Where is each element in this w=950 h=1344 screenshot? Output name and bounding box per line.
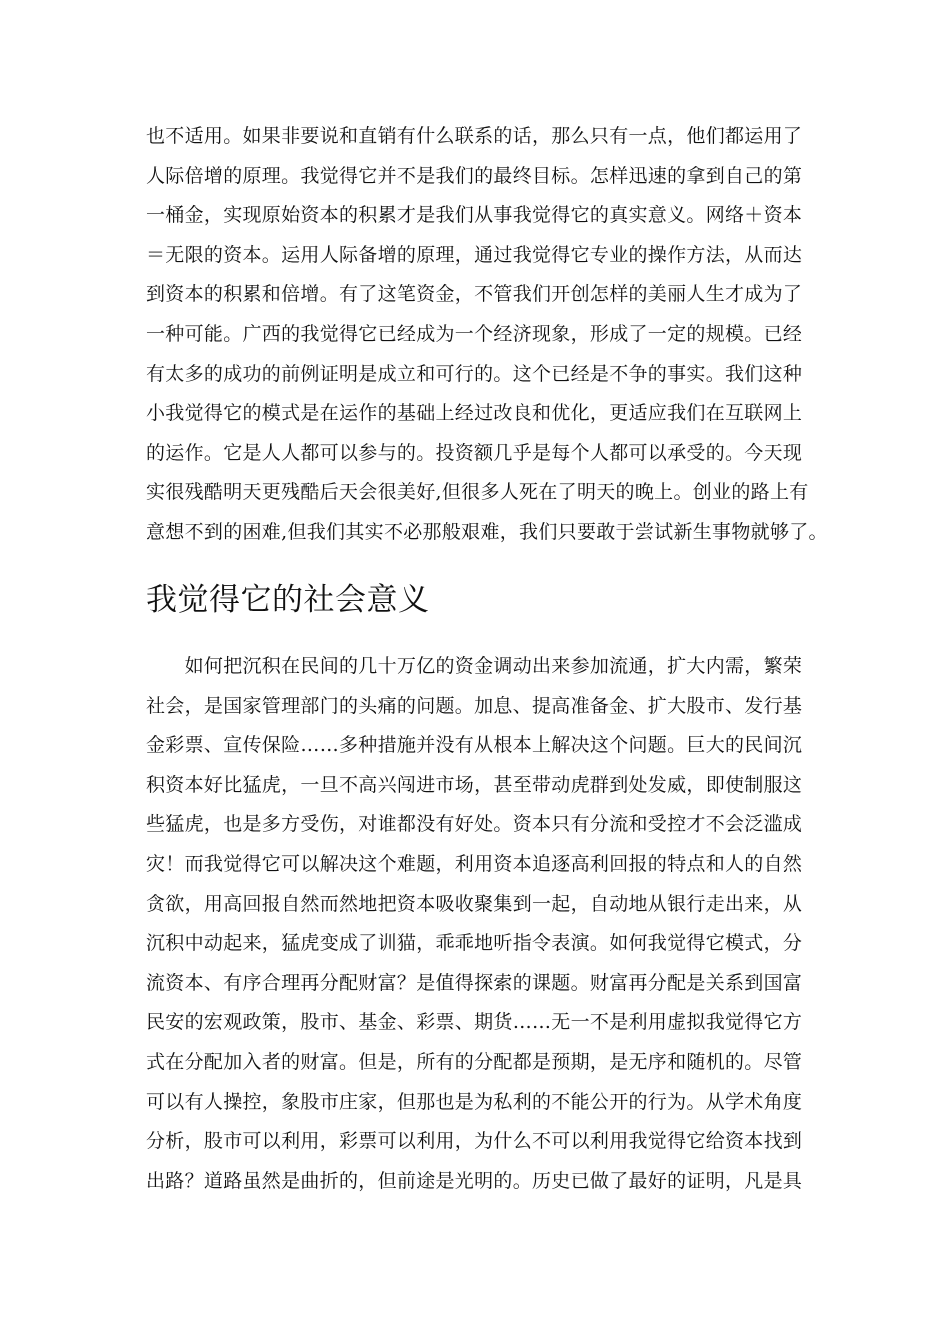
- text-line: 金彩票、宣传保险……多种措施并没有从根本上解决这个问题。巨大的民间沉: [146, 734, 803, 757]
- text-line: 意想不到的困难,但我们其实不必那般艰难，我们只要敢于尝试新生事物就够了。: [146, 520, 828, 543]
- text-line: 人际倍增的原理。我觉得它并不是我们的最终目标。怎样迅速的拿到自己的第: [146, 164, 803, 187]
- text-line: 实很残酷明天更残酷后天会很美好,但很多人死在了明天的晚上。创业的路上有: [146, 481, 809, 504]
- text-line: 分析，股市可以利用，彩票可以利用，为什么不可以利用我觉得它给资本找到: [146, 1130, 803, 1153]
- text-line: 社会，是国家管理部门的头痛的问题。加息、提高准备金、扩大股市、发行基: [146, 694, 803, 717]
- body-paragraph-2: [146, 647, 802, 1201]
- text-line: 小我觉得它的模式是在运作的基础上经过改良和优化，更适应我们在互联网上: [146, 402, 803, 425]
- text-line: 的运作。它是人人都可以参与的。投资额几乎是每个人都可以承受的。今天现: [146, 441, 803, 464]
- text-line: 如何把沉积在民间的几十万亿的资金调动出来参加流通，扩大内需，繁荣: [146, 655, 803, 677]
- text-line: 灾！而我觉得它可以解决这个难题，利用资本追逐高利回报的特点和人的自然: [146, 852, 803, 875]
- text-line: 一种可能。广西的我觉得它已经成为一个经济现象，形成了一定的规模。已经: [146, 322, 803, 345]
- text-line: 些猛虎，也是多方受伤，对谁都没有好处。资本只有分流和受控才不会泛滥成: [146, 813, 803, 836]
- text-line: 流资本、有序合理再分配财富？是值得探索的课题。财富再分配是关系到国富: [146, 971, 803, 994]
- text-line: 一桶金，实现原始资本的积累才是我们从事我觉得它的真实意义。网络＋资本: [146, 204, 803, 227]
- section-heading: 我觉得它的社会意义: [146, 582, 430, 618]
- text-line: 积资本好比猛虎，一旦不高兴闯进市场，甚至带动虎群到处发威，即使制服这: [146, 773, 803, 796]
- text-line: 贪欲，用高回报自然而然地把资本吸收聚集到一起，自动地从银行走出来，从: [146, 892, 803, 915]
- text-line: 到资本的积累和倍增。有了这笔资金，不管我们开创怎样的美丽人生才成为了: [146, 283, 803, 306]
- text-line: 有太多的成功的前例证明是成立和可行的。这个已经是不争的事实。我们这种: [146, 362, 803, 385]
- text-line: 民安的宏观政策，股市、基金、彩票、期货……无一不是利用虚拟我觉得它方: [146, 1011, 803, 1034]
- text-line: ＝无限的资本。运用人际备增的原理，通过我觉得它专业的操作方法，从而达: [146, 243, 803, 266]
- text-line: 式在分配加入者的财富。但是，所有的分配都是预期，是无序和随机的。尽管: [146, 1050, 803, 1073]
- text-line: 也不适用。如果非要说和直销有什么联系的话，那么只有一点，他们都运用了: [146, 125, 803, 147]
- text-line: 可以有人操控，象股市庄家，但那也是为私利的不能公开的行为。从学术角度: [146, 1090, 803, 1113]
- text-line: 出路？道路虽然是曲折的，但前途是光明的。历史已做了最好的证明，凡是具: [146, 1169, 803, 1192]
- text-line: 沉积中动起来，猛虎变成了训猫，乖乖地听指令表演。如何我觉得它模式，分: [146, 932, 803, 955]
- body-paragraph-1: [146, 117, 828, 553]
